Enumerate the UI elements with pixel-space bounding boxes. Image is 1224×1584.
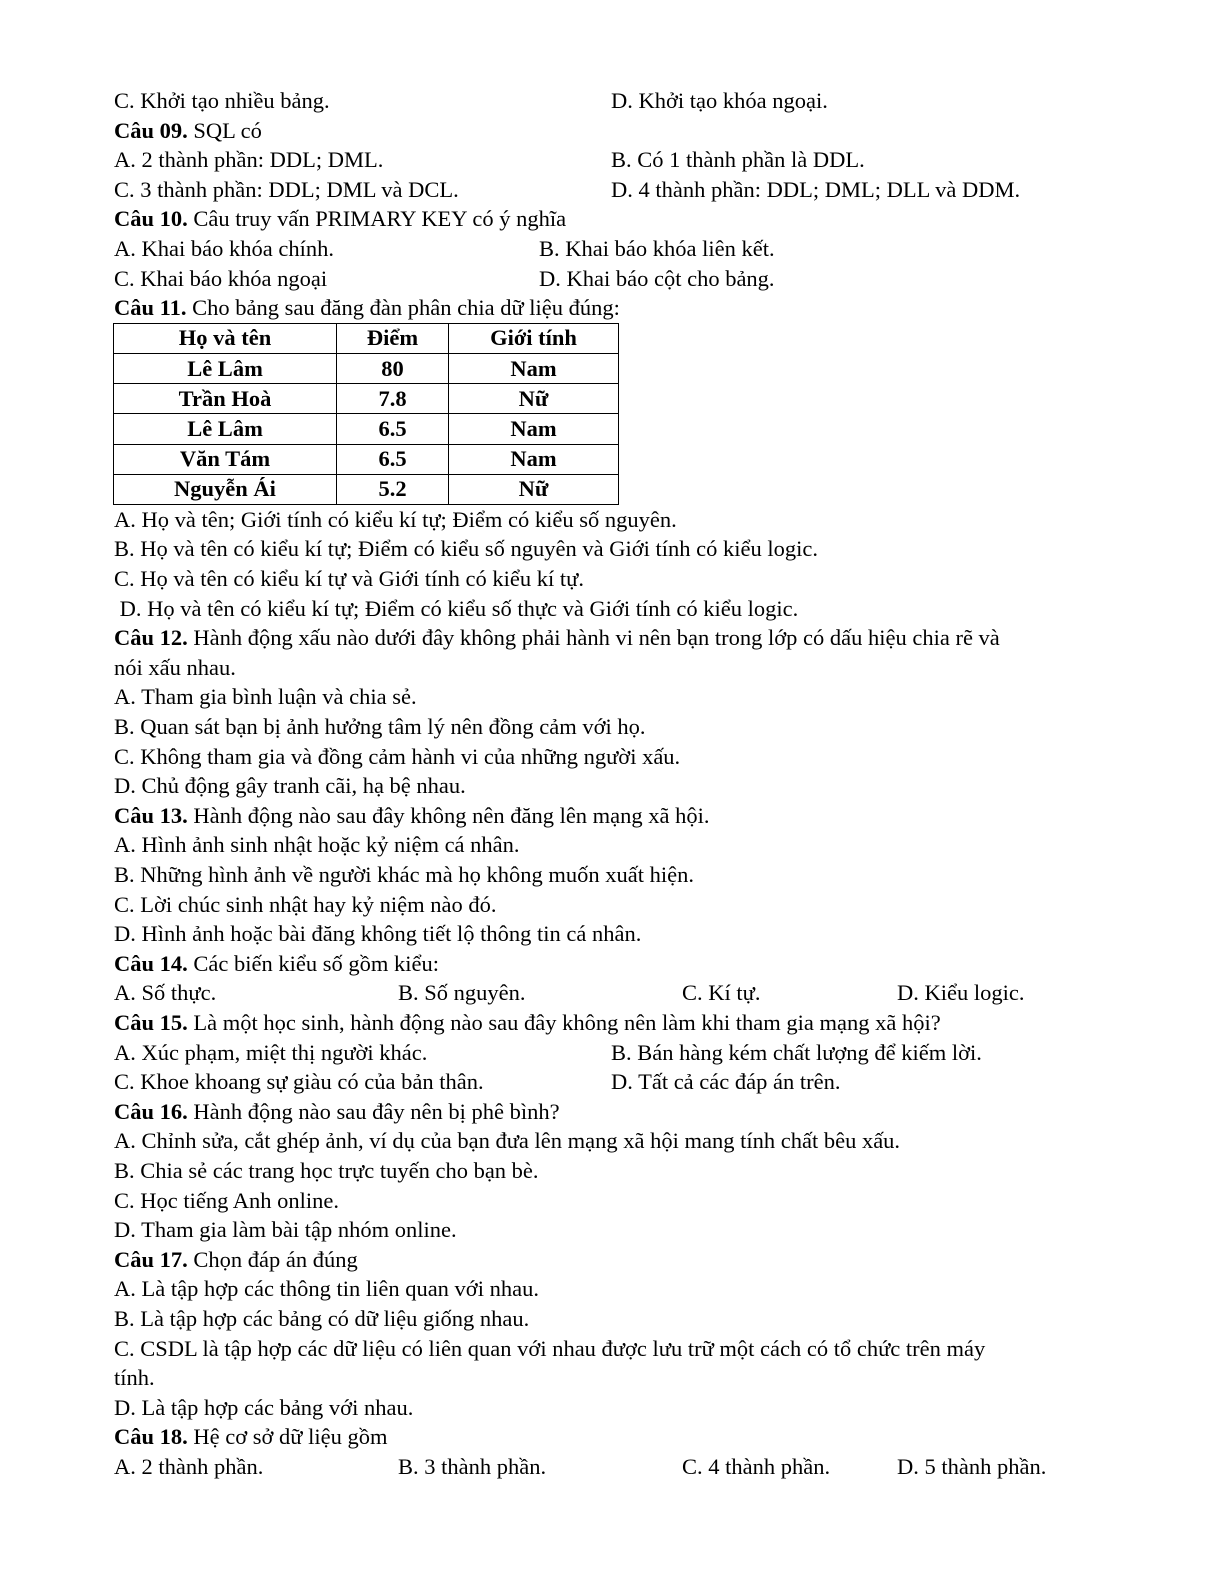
- exam-page: [114, 86, 1134, 1481]
- q14-option-d: D. Kiểu logic.: [897, 980, 1025, 1006]
- q16-option-a: A. Chỉnh sửa, cắt ghép ảnh, ví dụ của bạn đưa lên mạng xã hội mang tính chất bêu xấu.: [114, 1128, 901, 1154]
- table-cell: Trần Hoà: [114, 384, 337, 414]
- q17-text: Chọn đáp án đúng: [187, 1246, 358, 1272]
- question-15: [114, 1008, 1134, 1038]
- q15-option-d: D. Tất cả các đáp án trên.: [611, 1069, 841, 1095]
- q10-options-ab: [114, 234, 1134, 264]
- q10-options-cd: [114, 264, 1134, 294]
- q14-option-a: A. Số thực.: [114, 980, 217, 1006]
- question-16: [114, 1097, 1134, 1127]
- q11-option-a: A. Họ và tên; Giới tính có kiểu kí tự; Điểm có kiểu số nguyên.: [114, 506, 677, 532]
- q13-option-a: A. Hình ảnh sinh nhật hoặc kỷ niệm cá nhân.: [114, 832, 520, 858]
- table-cell: Nữ: [449, 474, 619, 504]
- q15-options-ab: [114, 1038, 1134, 1068]
- q13-label: Câu 13.: [114, 802, 188, 828]
- q11-option-b: B. Họ và tên có kiểu kí tự; Điểm có kiểu số nguyên và Giới tính có kiểu logic.: [114, 536, 818, 562]
- q12-option-c: C. Không tham gia và đồng cảm hành vi của những người xấu.: [114, 743, 681, 769]
- question-11: [114, 293, 1134, 323]
- q11-option-d: D. Họ và tên có kiểu kí tự; Điểm có kiểu số thực và Giới tính có kiểu logic.: [114, 595, 799, 621]
- q12-text: Hành động xấu nào dưới đây không phải hành vi nên bạn trong lớp có dấu hiệu chia rẽ và: [187, 625, 1000, 651]
- q18-label: Câu 18.: [114, 1424, 188, 1450]
- q17-label: Câu 17.: [114, 1246, 188, 1272]
- question-9: [114, 116, 1134, 146]
- q9-option-b: B. Có 1 thành phần là DDL.: [611, 147, 865, 173]
- table-row: [114, 414, 619, 444]
- q10-option-a: A. Khai báo khóa chính.: [114, 235, 334, 261]
- table-header-cell: Họ và tên: [114, 323, 337, 353]
- q16-text: Hành động nào sau đây nên bị phê bình?: [187, 1098, 560, 1124]
- q9-option-d: D. 4 thành phần: DDL; DML; DLL và DDM.: [611, 176, 1021, 202]
- q14-label: Câu 14.: [114, 950, 188, 976]
- q14-options: [114, 978, 1134, 1008]
- q14-option-b: B. Số nguyên.: [398, 980, 526, 1006]
- q12-label: Câu 12.: [114, 625, 188, 651]
- q8-option-d: D. Khởi tạo khóa ngoại.: [611, 88, 828, 113]
- q12-option-b: B. Quan sát bạn bị ảnh hưởng tâm lý nên đồng cảm với họ.: [114, 714, 646, 740]
- q9-option-a: A. 2 thành phần: DDL; DML.: [114, 147, 384, 173]
- q17-option-c-cont: tính.: [114, 1365, 155, 1391]
- score-table: [113, 323, 619, 505]
- table-cell: Nam: [449, 353, 619, 383]
- q18-option-b: B. 3 thành phần.: [398, 1453, 547, 1479]
- q8-option-c: C. Khởi tạo nhiều bảng.: [114, 88, 330, 113]
- q13-option-c: C. Lời chúc sinh nhật hay kỷ niệm nào đó.: [114, 891, 497, 917]
- q18-option-c: C. 4 thành phần.: [682, 1453, 831, 1479]
- q18-options: [114, 1452, 1134, 1482]
- q10-option-d: D. Khai báo cột cho bảng.: [539, 265, 775, 291]
- question-17: [114, 1245, 1134, 1275]
- q15-option-c: C. Khoe khoang sự giàu có của bản thân.: [114, 1069, 484, 1095]
- q10-text: Câu truy vấn PRIMARY KEY có ý nghĩa: [187, 206, 567, 232]
- q15-text: Là một học sinh, hành động nào sau đây không nên làm khi tham gia mạng xã hội?: [187, 1009, 941, 1035]
- q9-option-c: C. 3 thành phần: DDL; DML và DCL.: [114, 176, 459, 202]
- q18-text: Hệ cơ sở dữ liệu gồm: [187, 1424, 388, 1450]
- q16-option-d: D. Tham gia làm bài tập nhóm online.: [114, 1217, 457, 1243]
- q15-options-cd: [114, 1067, 1134, 1097]
- q13-option-b: B. Những hình ảnh về người khác mà họ không muốn xuất hiện.: [114, 862, 694, 887]
- q8-options-cd: [114, 86, 1134, 116]
- table-cell: 6.5: [337, 444, 449, 474]
- q12-option-d: D. Chủ động gây tranh cãi, hạ bệ nhau.: [114, 773, 466, 799]
- table-cell: Lê Lâm: [114, 414, 337, 444]
- question-12: [114, 623, 1134, 653]
- q12-option-a: A. Tham gia bình luận và chia sẻ.: [114, 684, 417, 710]
- table-cell: 6.5: [337, 414, 449, 444]
- q15-label: Câu 15.: [114, 1009, 188, 1035]
- q16-option-b: B. Chia sẻ các trang học trực tuyến cho bạn bè.: [114, 1157, 539, 1183]
- table-header-cell: Giới tính: [449, 323, 619, 353]
- question-18: [114, 1422, 1134, 1452]
- q14-option-c: C. Kí tự.: [682, 980, 761, 1006]
- q17-option-b: B. Là tập hợp các bảng có dữ liệu giống nhau.: [114, 1305, 530, 1331]
- table-cell: Văn Tám: [114, 444, 337, 474]
- q18-option-d: D. 5 thành phần.: [897, 1453, 1047, 1479]
- table-cell: Nữ: [449, 384, 619, 414]
- table-cell: Lê Lâm: [114, 353, 337, 383]
- table-row: [114, 353, 619, 383]
- question-10: [114, 204, 1134, 234]
- q10-option-c: C. Khai báo khóa ngoại: [114, 265, 328, 291]
- table-cell: 80: [337, 353, 449, 383]
- q9-text: SQL có: [187, 117, 262, 143]
- table-cell: Nam: [449, 444, 619, 474]
- table-header-row: [114, 323, 619, 353]
- q10-option-b: B. Khai báo khóa liên kết.: [539, 235, 775, 261]
- q18-option-a: A. 2 thành phần.: [114, 1453, 264, 1479]
- q14-text: Các biến kiểu số gồm kiểu:: [187, 950, 439, 976]
- q17-option-c: C. CSDL là tập hợp các dữ liệu có liên quan với nhau được lưu trữ một cách có tổ chức trên máy: [114, 1335, 986, 1361]
- table-cell: 5.2: [337, 474, 449, 504]
- table-header-cell: Điểm: [337, 323, 449, 353]
- table-row: [114, 384, 619, 414]
- q17-option-a: A. Là tập hợp các thông tin liên quan với nhau.: [114, 1276, 539, 1302]
- question-14: [114, 949, 1134, 979]
- q9-label: Câu 09.: [114, 117, 188, 143]
- q9-options-ab: [114, 145, 1134, 175]
- q15-option-a: A. Xúc phạm, miệt thị người khác.: [114, 1039, 428, 1065]
- q13-text: Hành động nào sau đây không nên đăng lên mạng xã hội.: [187, 802, 710, 828]
- q11-option-c: C. Họ và tên có kiểu kí tự và Giới tính có kiểu kí tự.: [114, 566, 584, 592]
- table-cell: 7.8: [337, 384, 449, 414]
- q11-text: Cho bảng sau đăng đàn phân chia dữ liệu đúng:: [186, 295, 620, 321]
- table-cell: Nguyễn Ái: [114, 474, 337, 504]
- q17-option-d: D. Là tập hợp các bảng với nhau.: [114, 1394, 414, 1420]
- q10-label: Câu 10.: [114, 206, 188, 232]
- q11-label: Câu 11.: [114, 295, 187, 321]
- q16-label: Câu 16.: [114, 1098, 188, 1124]
- table-row: [114, 444, 619, 474]
- q12-text-cont: nói xấu nhau.: [114, 654, 236, 680]
- table-row: [114, 474, 619, 504]
- q15-option-b: B. Bán hàng kém chất lượng để kiếm lời.: [611, 1039, 982, 1065]
- q13-option-d: D. Hình ảnh hoặc bài đăng không tiết lộ thông tin cá nhân.: [114, 921, 642, 947]
- table-cell: Nam: [449, 414, 619, 444]
- question-13: [114, 801, 1134, 831]
- q9-options-cd: [114, 175, 1134, 205]
- q16-option-c: C. Học tiếng Anh online.: [114, 1187, 339, 1213]
